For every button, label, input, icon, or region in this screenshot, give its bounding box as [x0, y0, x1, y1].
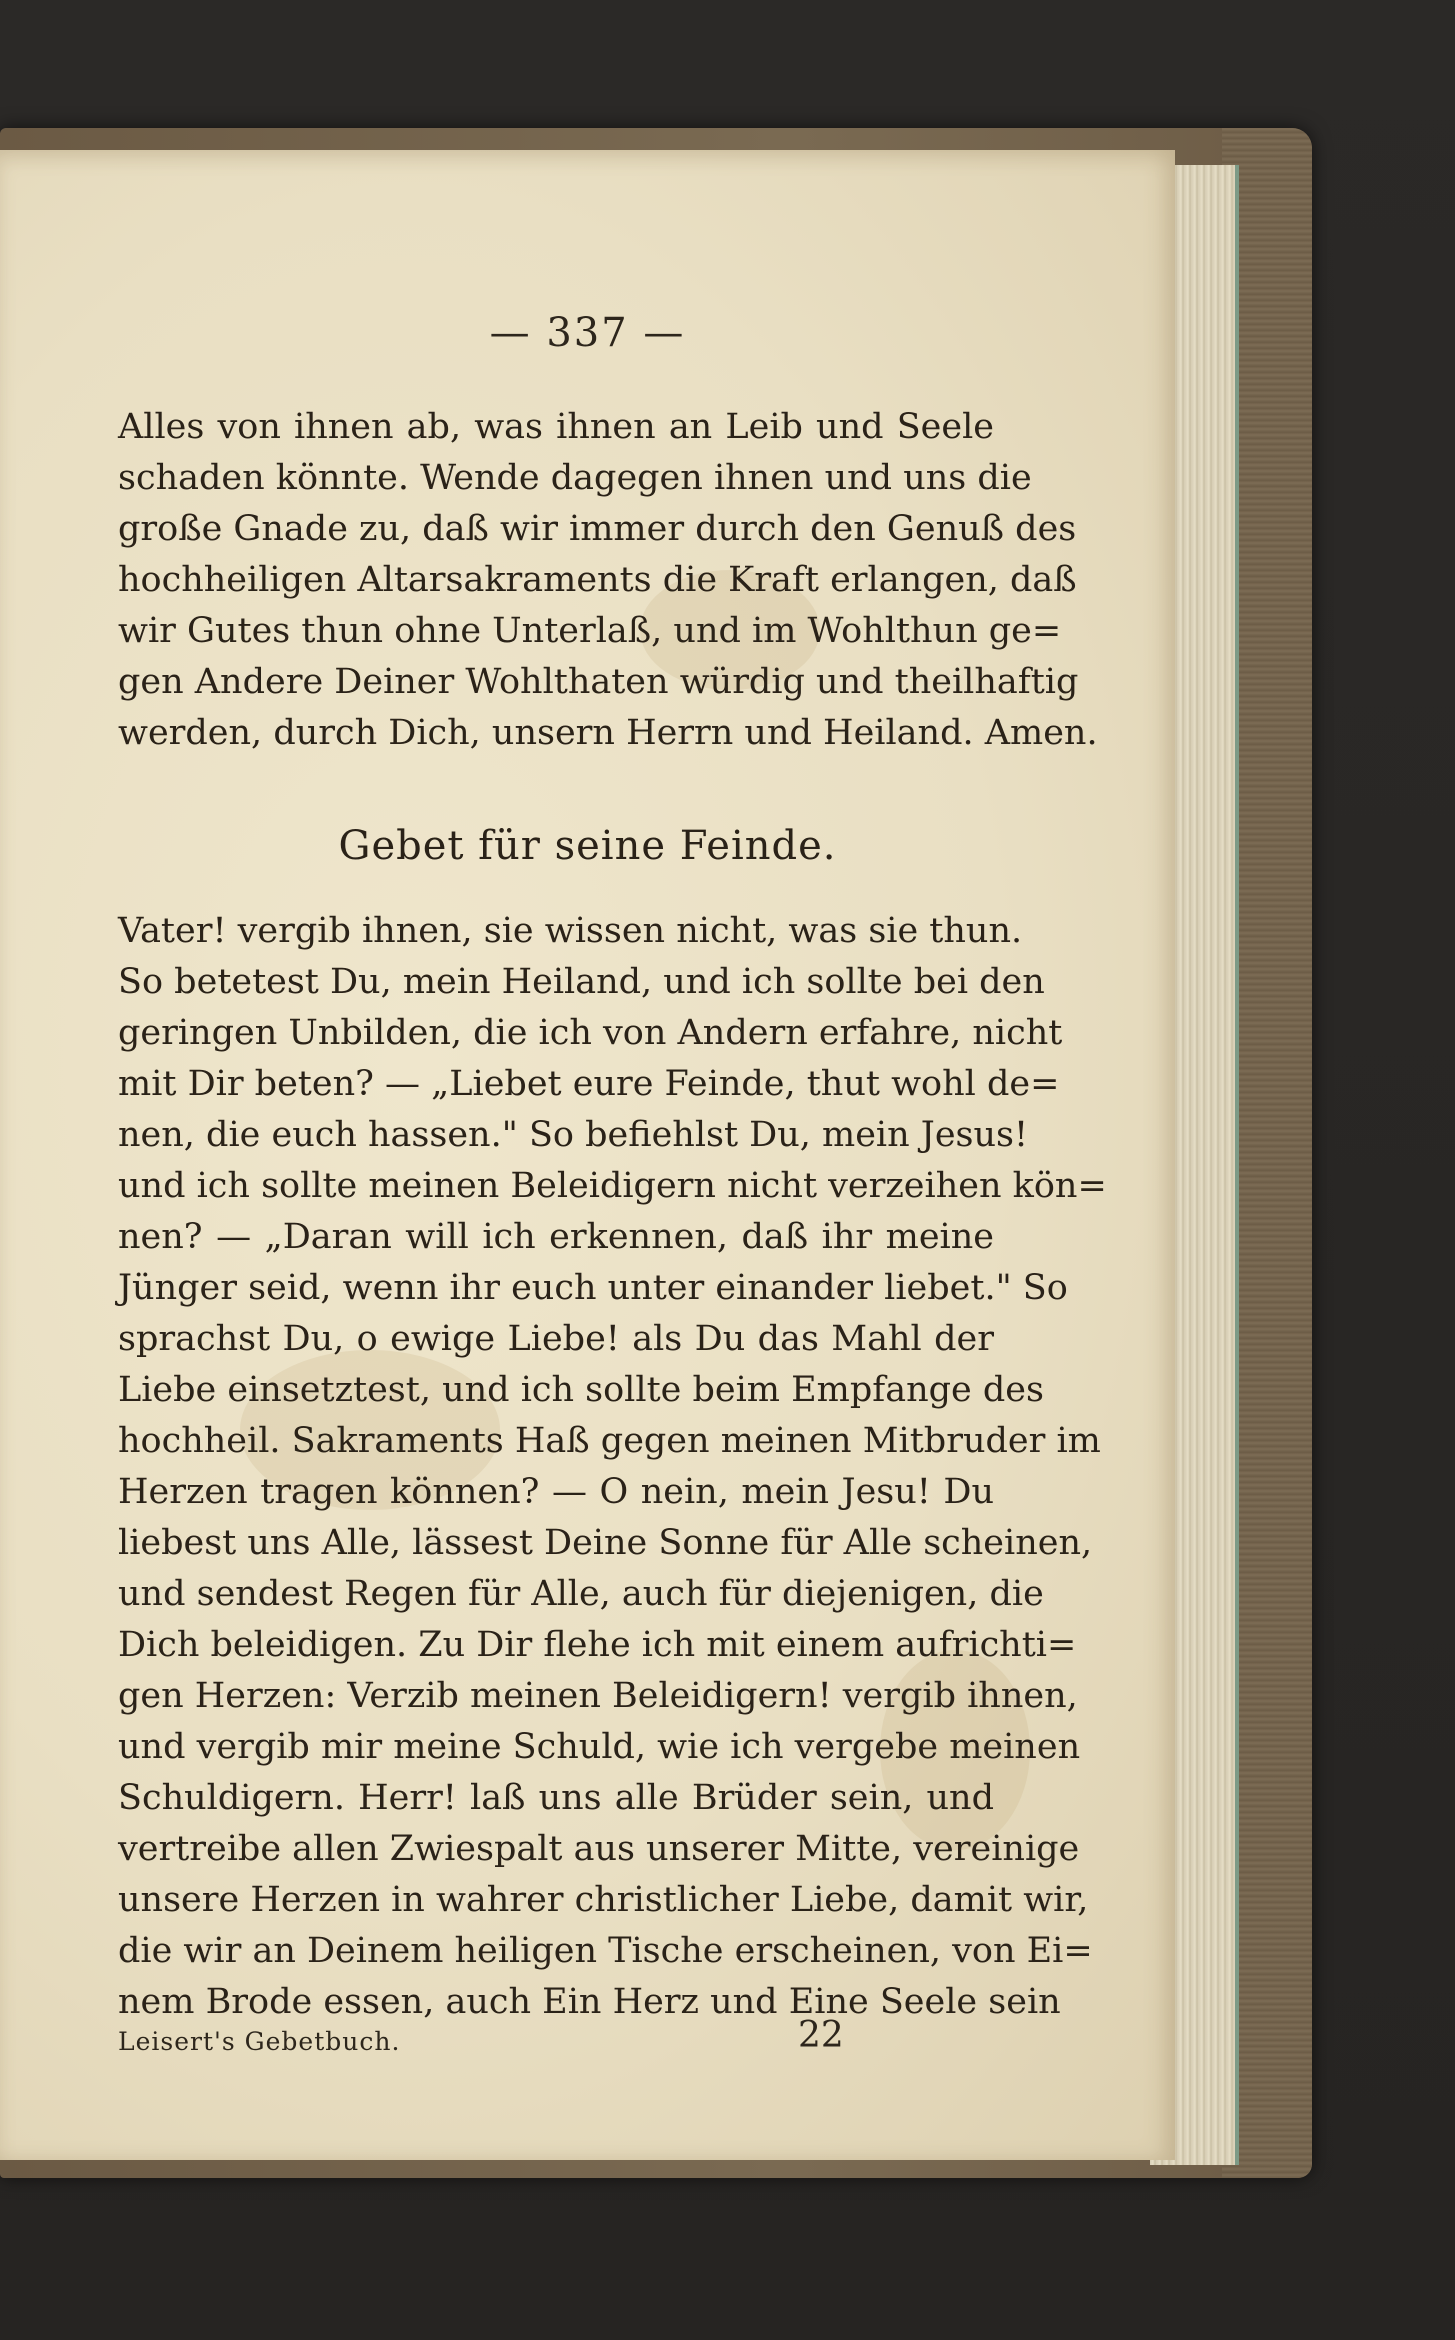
text-line: liebest uns Alle, lässest Deine Sonne für Alle scheinen, — [118, 1523, 1093, 1563]
text-line: Jünger seid, wenn ihr euch unter einander liebet." So — [118, 1268, 1068, 1308]
text-line: werden, durch Dich, unsern Herrn und Heiland. Amen. — [118, 713, 1098, 753]
text-line: und sendest Regen für Alle, auch für diejenigen, die — [118, 1574, 1044, 1614]
text-line: Dich beleidigen. Zu Dir flehe ich mit einem aufrichti= — [118, 1625, 1077, 1665]
text-line: schaden könnte. Wende dagegen ihnen und uns die — [118, 458, 1032, 498]
text-line: und vergib mir meine Schuld, wie ich vergebe meinen — [118, 1727, 1081, 1767]
text-line: Vater! vergib ihnen, sie wissen nicht, was sie thun. — [118, 911, 1023, 951]
text-line: hochheil. Sakraments Haß gegen meinen Mitbruder im — [118, 1421, 1101, 1461]
text-line: vertreibe allen Zwiespalt aus unserer Mitte, vereinige — [118, 1829, 1080, 1869]
text-line: Liebe einsetztest, und ich sollte beim Empfange des — [118, 1370, 1044, 1410]
text-line: die wir an Deinem heiligen Tische erscheinen, von Ei= — [118, 1931, 1093, 1971]
text-line: und ich sollte meinen Beleidigern nicht verzeihen kön= — [118, 1166, 1107, 1206]
section-heading: Gebet für seine Feinde. — [338, 823, 837, 869]
text-line: Schuldigern. Herr! laß uns alle Brüder sein, und — [118, 1778, 994, 1818]
signature-mark: 22 — [798, 2015, 844, 2056]
text-line: geringen Unbilden, die ich von Andern erfahre, nicht — [118, 1013, 1063, 1053]
text-line: Alles von ihnen ab, was ihnen an Leib und Seele — [118, 407, 994, 447]
text-line: nem Brode essen, auch Ein Herz und Eine Seele sein — [118, 1982, 1061, 2022]
text-line: sprachst Du, o ewige Liebe! als Du das Mahl der — [118, 1319, 994, 1359]
paragraph-1 — [118, 402, 1098, 759]
text-line: nen? — „Daran will ich erkennen, daß ihr meine — [118, 1217, 994, 1257]
text-line: große Gnade zu, daß wir immer durch den Genuß des — [118, 509, 1077, 549]
text-line: nen, die euch hassen." So befiehlst Du, mein Jesus! — [118, 1115, 1029, 1155]
text-line: unsere Herzen in wahrer christlicher Liebe, damit wir, — [118, 1880, 1089, 1920]
text-line: hochheiligen Altarsakraments die Kraft erlangen, daß — [118, 560, 1077, 600]
text-line: gen Herzen: Verzib meinen Beleidigern! vergib ihnen, — [118, 1676, 1078, 1716]
text-line: wir Gutes thun ohne Unterlaß, und im Wohlthun ge= — [118, 611, 1062, 651]
book-title-footer: Leisert's Gebetbuch. — [118, 2027, 401, 2056]
text-line: Herzen tragen können? — O nein, mein Jesu! Du — [118, 1472, 994, 1512]
text-line: mit Dir beten? — „Liebet eure Feinde, thut wohl de= — [118, 1064, 1060, 1104]
page-number: — 337 — — [489, 310, 686, 356]
text-line: So betetest Du, mein Heiland, und ich sollte bei den — [118, 962, 1045, 1002]
text-line: gen Andere Deiner Wohlthaten würdig und theilhaftig — [118, 662, 1079, 702]
paragraph-2 — [118, 906, 1107, 2028]
